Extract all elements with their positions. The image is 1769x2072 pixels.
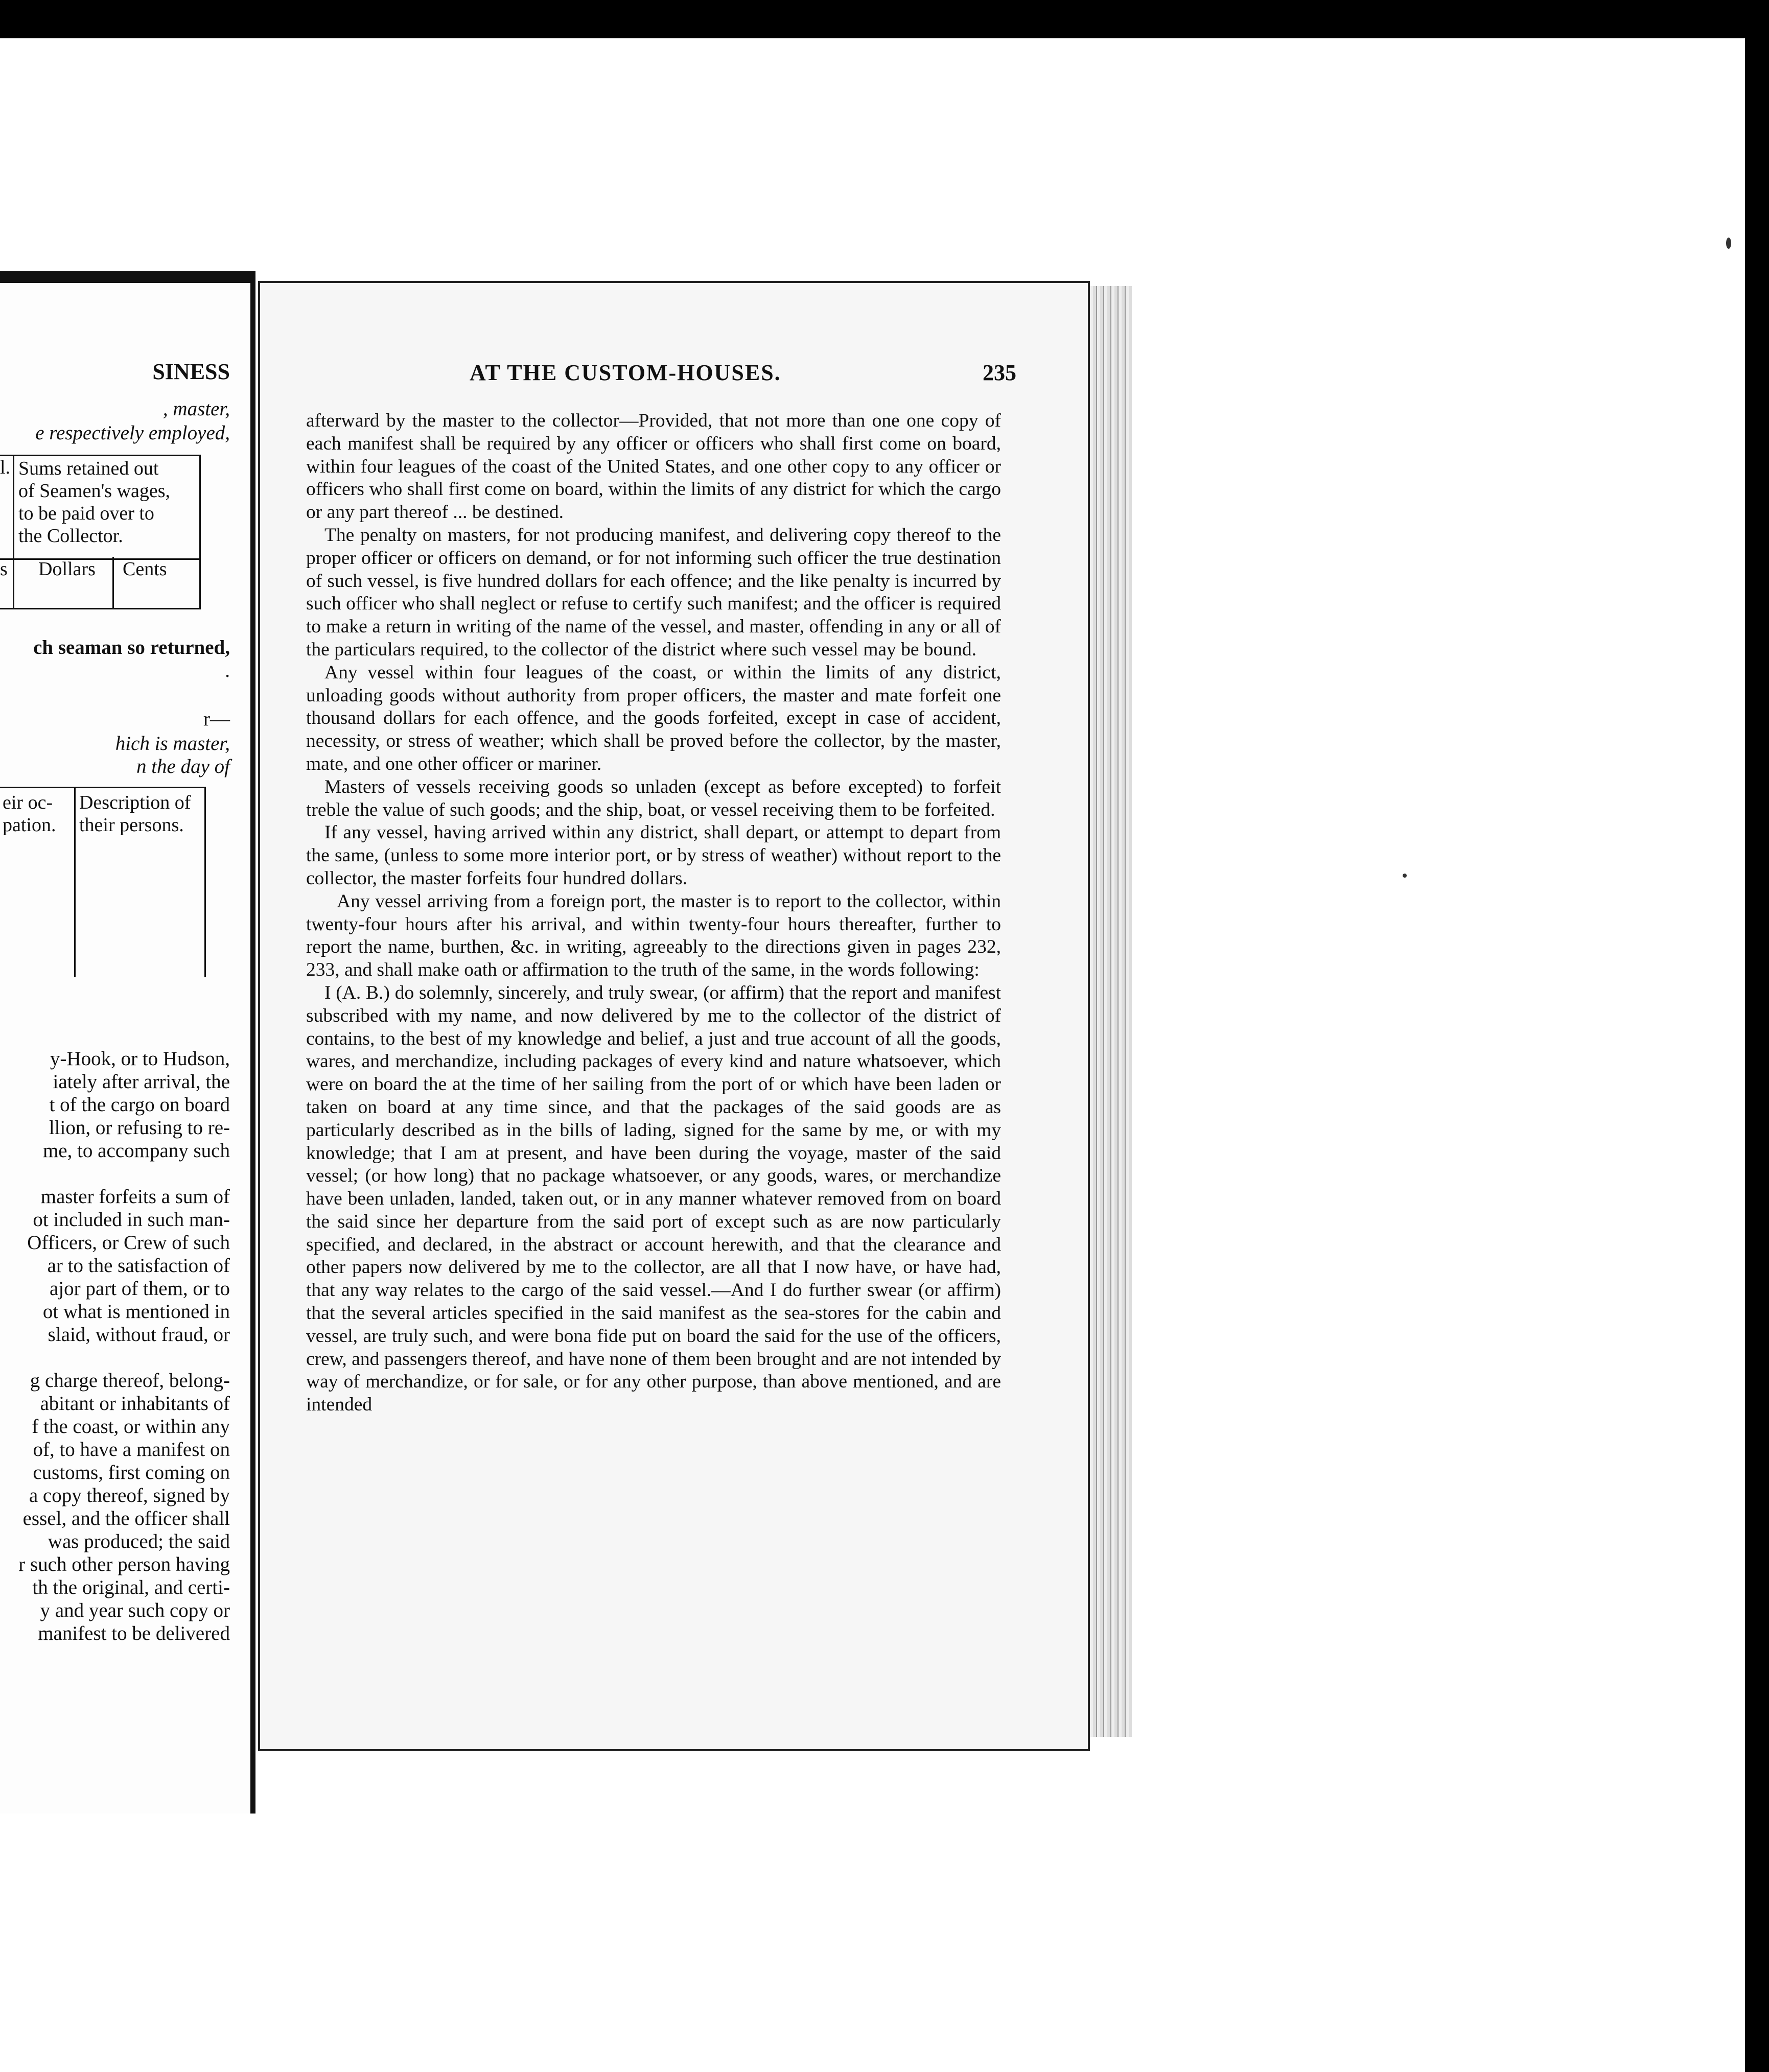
left-line: t of the cargo on board bbox=[49, 1094, 230, 1116]
left-line: was produced; the said bbox=[48, 1531, 230, 1552]
table-cell: pation. bbox=[3, 814, 56, 836]
left-line: r— bbox=[203, 708, 230, 730]
paragraph: Any vessel arriving from a foreign port, the master is to report to the collector, within twenty-four hours after his arrival, and within twenty-four hours thereafter, further to report the name, burthen, &c. in writing, agreeably to the directions given in pages 232, 233, and shall make oath or affirmation to the truth of the same, in the words following: bbox=[306, 890, 1001, 981]
left-line: slaid, without fraud, or bbox=[48, 1324, 230, 1346]
left-line: ot what is mentioned in bbox=[42, 1301, 230, 1323]
running-head: AT THE CUSTOM-HOUSES. bbox=[470, 360, 781, 385]
left-line: essel, and the officer shall bbox=[22, 1508, 230, 1529]
left-line: of, to have a manifest on bbox=[33, 1439, 230, 1461]
left-page-rule bbox=[0, 271, 255, 283]
table-cell: Cents bbox=[123, 558, 167, 580]
paragraph: The penalty on masters, for not producing manifest, and delivering copy thereof to the proper officer or officers on demand, or for not informing such officer the true destination of such vessel, is five hundred dollars for each offence; and the like penalty is incurred by such officer who shall neglect or refuse to certify such manifest; and the officer is required to make a return in writing of the name of the vessel, and master, offending in any or all of the particulars required, to the collector of the district where such vessel may be bound. bbox=[306, 524, 1001, 660]
left-line: ajor part of them, or to bbox=[49, 1278, 230, 1300]
left-line: customs, first coming on bbox=[33, 1462, 230, 1484]
left-line: abitant or inhabitants of bbox=[40, 1393, 230, 1415]
table-cell: l. bbox=[0, 457, 11, 478]
left-line: iately after arrival, the bbox=[53, 1071, 230, 1093]
left-page bbox=[0, 271, 255, 1814]
page-number: 235 bbox=[983, 360, 1016, 385]
left-line: f the coast, or within any bbox=[32, 1416, 230, 1438]
left-line: th the original, and certi- bbox=[32, 1576, 230, 1598]
paragraph: Masters of vessels receiving goods so unladen (except as before excepted) to forfeit treble the value of such goods; and the ship, boat, or vessel receiving them to be forfeited. bbox=[306, 776, 1001, 820]
left-line: g charge thereof, belong- bbox=[30, 1370, 230, 1392]
body-text bbox=[306, 410, 1001, 1417]
wages-table bbox=[0, 455, 201, 560]
page-edges bbox=[1086, 286, 1132, 1737]
left-line: e respectively employed, bbox=[35, 422, 230, 444]
paragraph: Any vessel within four leagues of the coast, or within the limits of any district, unloading goods without authority from proper officers, the master and mate forfeit one thousand dollars for each offence, and the goods forfeited, except in case of accident, necessity, or stress of weather; which shall be proved before the collector, by the master, mate, and one other officer or mariner. bbox=[306, 662, 1001, 774]
right-page bbox=[258, 281, 1090, 1751]
left-line: y and year such copy or bbox=[40, 1599, 230, 1621]
scan-speck bbox=[1403, 874, 1407, 878]
left-running-head: SINESS bbox=[152, 359, 230, 384]
left-line: master forfeits a sum of bbox=[40, 1186, 230, 1208]
table-cell: to be paid over to bbox=[18, 503, 154, 524]
table-cell: Description of bbox=[79, 792, 191, 813]
left-line: n the day of bbox=[136, 756, 230, 778]
table-cell: Sums retained out bbox=[18, 458, 159, 479]
left-line: y-Hook, or to Hudson, bbox=[50, 1048, 230, 1070]
paragraph: afterward by the master to the collector—Provided, that not more than one one copy of each manifest shall be required by any officer or officers who shall first come on board, within four leagues of the coast of the United States, and one other copy to any officer or officers who shall first come on board, within the limits of any district for which the cargo or any part thereof ... be destined. bbox=[306, 410, 1001, 523]
left-line: . bbox=[225, 660, 230, 681]
wages-table-subhead bbox=[0, 557, 201, 609]
left-line: , master, bbox=[162, 398, 230, 420]
scan-speck bbox=[1726, 238, 1731, 249]
table-cell: eir oc- bbox=[3, 792, 53, 813]
left-line: llion, or refusing to re- bbox=[49, 1117, 230, 1139]
paragraph: I (A. B.) do solemnly, sincerely, and truly swear, (or affirm) that the report and manifest subscribed with my name, and now delivered by me to the collector of the district of contains, to the best of my knowledge and belief, a just and true account of all the goods, wares, and merchandize, including packages of every kind and nature whatsoever, which were on board the at the time of her sailing from the port of or which have been laden or taken on board at any time since, and that the packages of the said goods are as particularly described as in the bills of lading, signed for the same by me, or with my knowledge; that I am at present, and have been during the voyage, master of the said vessel; (or how long) that no package whatsoever, or any goods, wares, or merchandize have been unladen, landed, taken out, or in any manner whatever removed from on board the said since her departure from the said port of except such as are now particularly specified, and declared, in the abstract or account herewith, and that the clearance and other papers now delivered by me to the collector, are all that I now have, or have had, that any way relates to the cargo of the said vessel.—And I do further swear (or affirm) that the several articles specified in the said manifest as the sea-stores for the cabin and vessel, are truly such, and were bona fide put on board the said for the use of the officers, crew, and passengers thereof, and have none of them been brought and are not intended by way of merchandize, or for sale, or for any other purpose, than above mentioned, and are intended bbox=[306, 982, 1001, 1416]
persons-table bbox=[0, 787, 206, 977]
table-cell: the Collector. bbox=[18, 525, 123, 547]
table-cell: of Seamen's wages, bbox=[18, 480, 171, 502]
left-line: a copy thereof, signed by bbox=[29, 1485, 230, 1506]
left-line: r such other person having bbox=[18, 1553, 230, 1575]
left-line: hich is master, bbox=[115, 733, 230, 755]
table-cell: Dollars bbox=[38, 558, 96, 580]
left-line: ar to the satisfaction of bbox=[47, 1255, 230, 1277]
left-line: me, to accompany such bbox=[42, 1140, 230, 1162]
left-line: manifest to be delivered bbox=[38, 1622, 230, 1644]
table-cell: their persons. bbox=[79, 814, 184, 836]
table-cell: s bbox=[0, 558, 8, 580]
left-line: ot included in such man- bbox=[33, 1209, 230, 1231]
left-line: Officers, or Crew of such bbox=[27, 1232, 230, 1254]
left-line: ch seaman so returned, bbox=[33, 637, 230, 658]
paragraph: If any vessel, having arrived within any district, shall depart, or attempt to depart from the same, (unless to some more interior port, or by stress of weather) without report to the collector, the master forfeits four hundred dollars. bbox=[306, 822, 1001, 889]
